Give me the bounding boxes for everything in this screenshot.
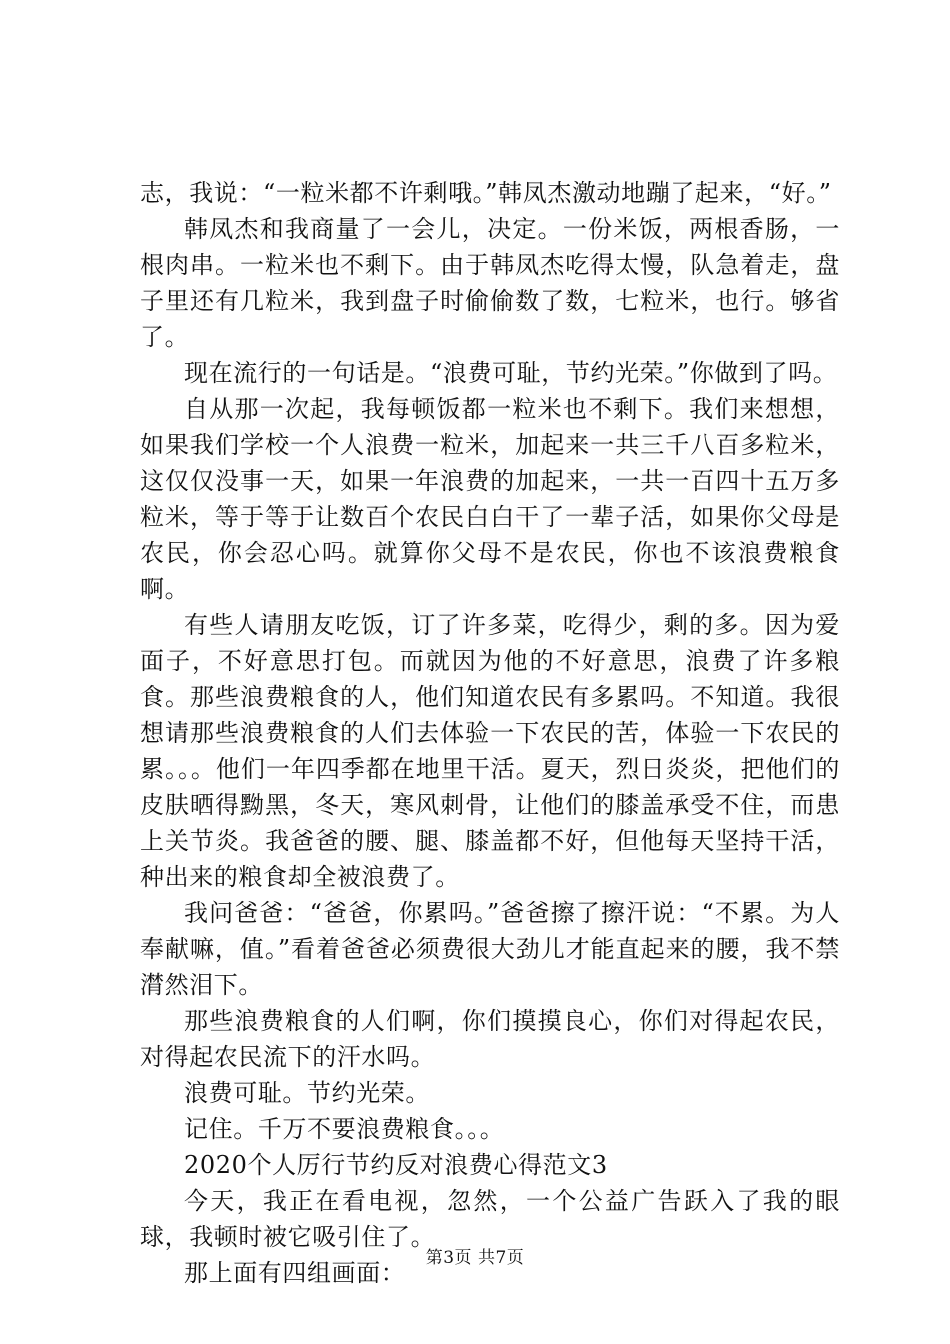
paragraph: 有些人请朋友吃饭，订了许多菜，吃得少，剩的多。因为爱面子，不好意思打包。而就因为他的不好意思，浪费了许多粮食。那些浪费粮食的人，他们知道农民有多累吗。不知道。我很想请那些浪费粮食的人们去体验一下农民的苦，体验一下农民的累。。。他们一年四季都在地里干活。夏天，烈日炎炎，把他们的皮肤晒得黝黑，冬天，寒风刺骨，让他们的膝盖承受不住，而患上关节炎。我爸爸的腰、腿、膝盖都不好，但他每天坚持干活，种出来的粮食却全被浪费了。: [140, 611, 840, 891]
paragraph: 浪费可耻。节约光荣。: [184, 1079, 430, 1107]
paragraph: 韩凤杰和我商量了一会儿，决定。一份米饭，两根香肠，一根肉串。一粒米也不剩下。由于韩凤杰吃得太慢，队急着走，盘子里还有几粒米，我到盘子时偷偷数了数，七粒米，也行。够省了。: [140, 215, 840, 351]
page-footer: 第3页 共7页: [425, 1248, 525, 1268]
paragraph: 记住。千万不要浪费粮食。。。: [184, 1115, 505, 1143]
paragraph: 今天，我正在看电视，忽然，一个公益广告跃入了我的眼球，我顿时被它吸引住了。: [140, 1187, 840, 1251]
paragraph: 那些浪费粮食的人们啊，你们摸摸良心，你们对得起农民，对得起农民流下的汗水吗。: [140, 1007, 840, 1071]
paragraph: 2020个人厉行节约反对浪费心得范文3: [184, 1151, 608, 1179]
paragraph: 我问爸爸：“爸爸，你累吗。”爸爸擦了擦汗说：“不累。为人奉献嘛，值。”看着爸爸必须费很大劲儿才能直起来的腰，我不禁潸然泪下。: [140, 899, 840, 999]
paragraph: 志，我说：“一粒米都不许剩哦。”韩凤杰激动地蹦了起来，“好。”: [140, 179, 832, 207]
paragraph: 自从那一次起，我每顿饭都一粒米也不剩下。我们来想想，如果我们学校一个人浪费一粒米，加起来一共三千八百多粒米，这仅仅没事一天，如果一年浪费的加起来，一共一百四十五万多粒米，等于等于让数百个农民白白干了一辈子活，如果你父母是农民，你会忍心吗。就算你父母不是农民，你也不该浪费粮食啊。: [140, 395, 840, 603]
paragraph: 那上面有四组画面：: [184, 1259, 406, 1287]
paragraph: 现在流行的一句话是。“浪费可耻，节约光荣。”你做到了吗。: [184, 359, 838, 387]
document-body: [140, 175, 840, 1291]
